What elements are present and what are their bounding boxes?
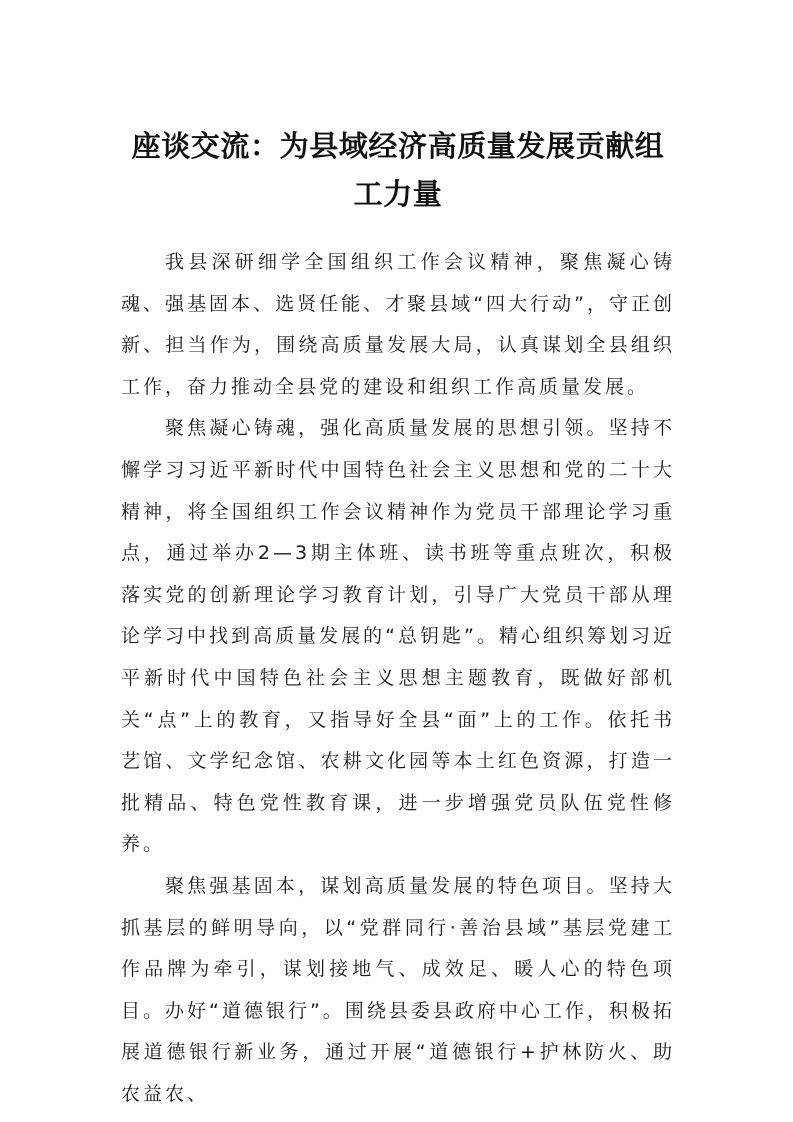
document-title: 座谈交流：为县域经济高质量发展贡献组工力量	[131, 129, 665, 211]
paragraph-ideological-guidance: 聚焦凝心铸魂，强化高质量发展的思想引领。坚持不懈学习习近平新时代中国特色社会主义思想和党的二十大精神，将全国组织工作会议精神作为党员干部理论学习重点，通过举办2—3期主体班、读书班等重点班次，积极落实党的创新理论学习教育计划，引导广大党员干部从理论学习中找到高质量发展的“总钥匙”。精心组织筹划习近平新时代中国特色社会主义思想主题教育，既做好部机关“点”上的教育，又指导好全县“面”上的工作。依托书艺馆、文学纪念馆、农耕文化园等本土红色资源，打造一批精品、特色党性教育课，进一步增强党员队伍党性修养。	[121, 417, 675, 856]
paragraph-intro: 我县深研细学全国组织工作会议精神，聚焦凝心铸魂、强基固本、选贤任能、才聚县域“四大行动”，守正创新、担当作为，围绕高质量发展大局，认真谋划全县组织工作，奋力推动全县党的建设和组织工作高质量发展。	[121, 251, 675, 398]
paragraph-grassroots-projects: 聚焦强基固本，谋划高质量发展的特色项目。坚持大抓基层的鲜明导向，以“党群同行·善治县域”基层党建工作品牌为牵引，谋划接地气、成效足、暖人心的特色项目。办好“道德银行”。围绕县委县政府中心工作，积极拓展道德银行新业务，通过开展“道德银行+护林防火、助农益农、	[121, 874, 675, 1105]
document-body	[121, 242, 675, 1115]
